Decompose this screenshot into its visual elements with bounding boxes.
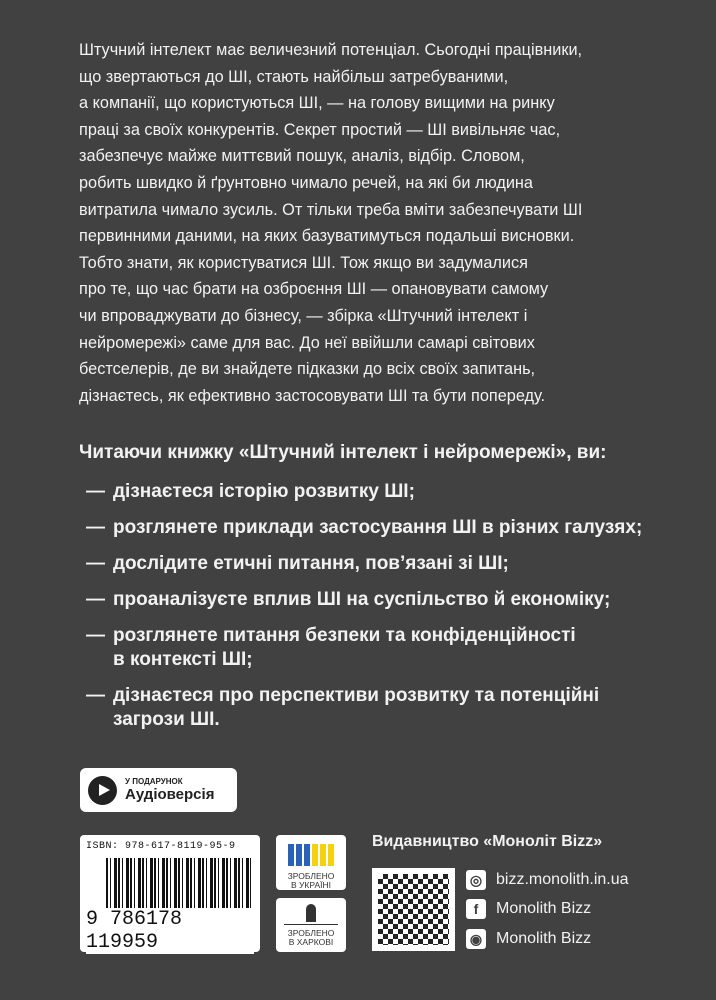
dash: — xyxy=(86,481,105,502)
description-line: дізнаєтесь, як ефективно застосовувати ШІ та бути попереду. xyxy=(79,386,546,405)
description-line: Тобто знати, як користуватися ШІ. Тож якщо ви задумалися xyxy=(79,253,528,272)
isbn-barcode xyxy=(80,835,260,952)
benefit-list xyxy=(86,480,642,744)
badge-text: ЗРОБЛЕНО xyxy=(287,928,335,938)
badge-text: В УКРАЇНІ xyxy=(290,880,331,890)
dash: — xyxy=(86,517,105,538)
description-line: забезпечує майже миттєвий пошук, аналіз, відбір. Словом, xyxy=(79,147,525,166)
globe-icon: ◎ xyxy=(466,870,486,890)
list-item xyxy=(86,588,642,612)
made-in-kharkiv-badge xyxy=(276,898,346,952)
description-line: праці за своїх конкурентів. Секрет простий — ШІ вивільняє час, xyxy=(79,120,561,139)
building-icon xyxy=(306,904,316,922)
facebook-text: Monolith Bizz xyxy=(496,900,592,917)
list-item xyxy=(86,516,642,540)
description-line: первинними даними, на яких базуватимуться подальші висновки. xyxy=(79,227,575,246)
instagram-link[interactable] xyxy=(466,929,591,949)
list-intro: Читаючи книжку «Штучний інтелект і нейромережі», ви: xyxy=(79,442,607,463)
description xyxy=(79,37,582,409)
qr-code[interactable] xyxy=(372,868,455,951)
instagram-text: Monolith Bizz xyxy=(496,930,592,947)
description-line: витратила чимало зусиль. От тільки треба вміти забезпечувати ШІ xyxy=(79,200,583,219)
instagram-icon: ◉ xyxy=(466,929,486,949)
flag-icon xyxy=(276,844,346,866)
website-text: bizz.monolith.in.ua xyxy=(496,871,629,888)
publisher-name: Видавництво «Моноліт Bizz» xyxy=(372,833,603,850)
badge-text: ЗРОБЛЕНО xyxy=(287,871,335,881)
audio-label: Аудіоверсія xyxy=(125,786,215,803)
description-line: про те, що час брати на озброєння ШІ — опановувати самому xyxy=(79,280,549,299)
dash: — xyxy=(86,589,105,610)
facebook-link[interactable] xyxy=(466,899,591,919)
dash: — xyxy=(86,685,105,706)
list-item xyxy=(86,480,642,504)
dash: — xyxy=(86,625,105,646)
audio-gift-label: У ПОДАРУНОК xyxy=(125,777,183,786)
list-item-text: дослідите етичні питання, пов’язані зі ШІ; xyxy=(113,553,509,574)
description-line: а компанії, що користуються ШІ, — на голову вищими на ринку xyxy=(79,94,555,113)
play-icon xyxy=(88,776,117,805)
description-line: нейромережі» саме для вас. До неї ввійшли самарі світових xyxy=(79,333,535,352)
description-line: Штучний інтелект має величезний потенціал. Сьогодні працівники, xyxy=(79,41,583,59)
barcode-number: 9 786178 119959 xyxy=(86,908,254,954)
list-item-text: дізнаєтеся про перспективи розвитку та потенційні загрози ШІ. xyxy=(113,685,600,730)
isbn-code: ISBN: 978-617-8119-95-9 xyxy=(86,841,236,852)
facebook-icon: f xyxy=(466,899,486,919)
list-item xyxy=(86,684,642,732)
description-line: робить швидко й ґрунтовно чимало речей, на які би людина xyxy=(79,173,533,192)
list-item-text: проаналізуєте вплив ШІ на суспільство й економіку; xyxy=(113,589,611,610)
list-item-text: розглянете питання безпеки та конфіденційності в контексті ШІ; xyxy=(113,625,576,670)
made-in-ukraine-badge xyxy=(276,835,346,890)
list-item xyxy=(86,552,642,576)
audio-version-badge[interactable] xyxy=(80,768,237,812)
list-item xyxy=(86,624,642,672)
list-item-text: дізнаєтеся історію розвитку ШІ; xyxy=(113,481,415,502)
description-line: чи впроваджувати до бізнесу, — збірка «Штучний інтелект і xyxy=(79,306,528,325)
dash: — xyxy=(86,553,105,574)
badge-text: В ХАРКОВІ xyxy=(288,937,334,947)
list-item-text: розглянете приклади застосування ШІ в різних галузях; xyxy=(113,517,643,538)
description-line: що звертаються до ШІ, стають найбільш затребуваними, xyxy=(79,67,509,86)
description-line: бестселерів, де ви знайдете підказки до всіх своїх запитань, xyxy=(79,360,536,379)
website-link[interactable] xyxy=(466,870,629,890)
